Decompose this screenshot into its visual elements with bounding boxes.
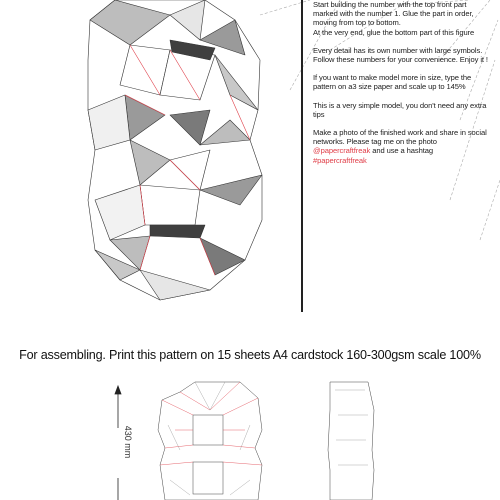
instruction-hashtag-text: and use a hashtag [372,146,433,156]
instruction-numbers: Every detail has its own number with large symbols. Follow these numbers for your convenience. Enjoy it ! [313,45,488,65]
instruction-bottom: At the very end, glue the bottom part of this figure [313,27,475,37]
assembly-heading: For assembling. Print this pattern on 15 sheets A4 cardstock 160-300gsm scale 100% [19,348,481,362]
dimension-label: 430 mm [123,425,133,459]
hashtag: #papercraftfreak [313,155,367,165]
instruction-scale: If you want to make model more in size, type the pattern on a3 size paper and scale up to 145% [313,73,472,92]
instruction-start: Start building the number with the top front part marked with the number 1. Glue the part in order, moving from top to bottom. [313,0,474,28]
instruction-share: Make a photo of the finished work and share in social networks. Please tag me on the photo [313,128,487,147]
instructions-text [313,0,493,174]
column-divider [301,0,303,312]
pattern-preview [0,370,500,500]
social-handle: @papercraftfreak [313,146,371,156]
dimension-arrow [115,386,121,500]
papercraft-eight-model [0,0,300,320]
instruction-simple: This is a very simple model, you don't need any extra tips [313,100,487,119]
